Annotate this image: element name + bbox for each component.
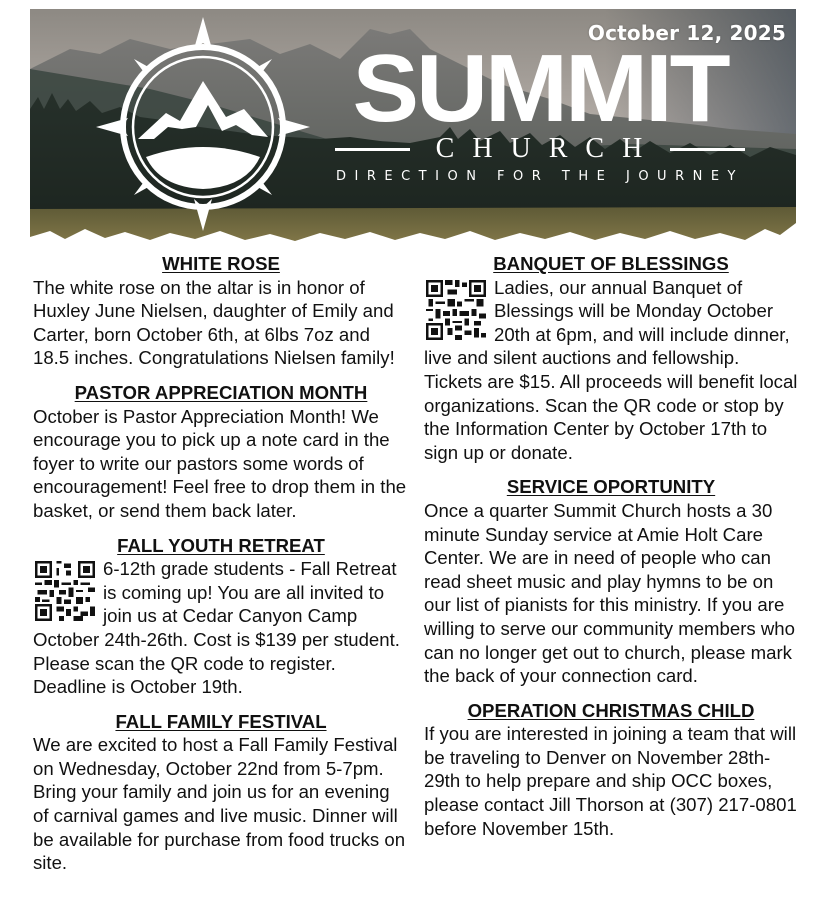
section-body: 6-12th grade students - Fall Retreat is coming up! You are all invited to join us at Cedar Canyon Camp October 24th-26th. Cost is $139 per student. Please scan the QR code to register. Deadline is October 19th. xyxy=(33,558,400,698)
section-body: We are excited to host a Fall Family Festival on Wednesday, October 22nd from 5-7pm. Bring your family and join us for an evening of carnival games and live music. Dinner will be available for purchase from food trucks on site. xyxy=(33,734,406,874)
compass-mountain-icon xyxy=(96,17,310,231)
section-title: PASTOR APPRECIATION MONTH xyxy=(74,381,368,403)
section-title: BANQUET OF BLESSINGS xyxy=(493,253,729,274)
divider-right xyxy=(670,148,745,151)
section-white-rose xyxy=(33,252,409,370)
section-banquet-of-blessings xyxy=(424,252,798,464)
section-title: OPERATION CHRISTMAS CHILD xyxy=(467,699,755,721)
section-body: The white rose on the altar is in honor of Huxley June Nielsen, daughter of Emily and Carter, born October 6th, at 6lbs 7oz and 18.5 inches. Congratulations Nielsen family! xyxy=(33,276,395,369)
church-wordmark xyxy=(330,35,750,184)
bulletin-date: October 12, 2025 xyxy=(587,21,786,45)
church-tagline: DIRECTION FOR THE JOURNEY xyxy=(336,169,744,184)
right-column xyxy=(424,252,798,851)
section-body: If you are interested in joining a team that will be traveling to Denver on November 28th-29th to help prepare and ship OCC boxes, please contact Jill Thorson at (307) 217-0801 before November 15th. xyxy=(424,723,797,839)
qr-code-icon[interactable] xyxy=(426,280,486,340)
section-fall-youth-retreat xyxy=(33,534,409,699)
section-fall-family-festival xyxy=(33,710,409,875)
section-title: FALL YOUTH RETREAT xyxy=(117,534,325,556)
qr-code-icon[interactable] xyxy=(35,561,95,621)
section-title: WHITE ROSE xyxy=(162,253,280,274)
section-pastor-appreciation xyxy=(33,381,409,523)
church-name: SUMMIT xyxy=(352,35,728,142)
section-title: FALL FAMILY FESTIVAL xyxy=(115,710,327,732)
section-body: October is Pastor Appreciation Month! We encourage you to pick up a note card in the foyer to write our pastors some words of encouragement! Feel free to drop them in the basket, or send them back later. xyxy=(33,405,407,521)
header-banner xyxy=(30,9,796,247)
section-operation-christmas-child xyxy=(424,699,798,841)
divider-left xyxy=(335,148,410,151)
church-subtitle: CHURCH xyxy=(435,133,661,164)
section-body: Ladies, our annual Banquet of Blessings will be Monday October 20th at 6pm, and will include dinner, live and silent auctions and fellowship. Tickets are $15. All proceeds will benefit local organizations. Scan the QR code or stop by the Information Center by October 17th to sign up or donate. xyxy=(424,276,798,463)
left-column xyxy=(33,252,409,886)
section-service-opportunity xyxy=(424,475,798,687)
section-body: Once a quarter Summit Church hosts a 30 minute Sunday service at Amie Holt Care Center. We are in need of people who can read sheet music and play hymns to be on our list of pianists for this ministry. If you are willing to serve our community members who can no longer get out to church, please mark the back of your connection card. xyxy=(424,499,795,687)
section-title: SERVICE OPORTUNITY xyxy=(506,476,716,498)
